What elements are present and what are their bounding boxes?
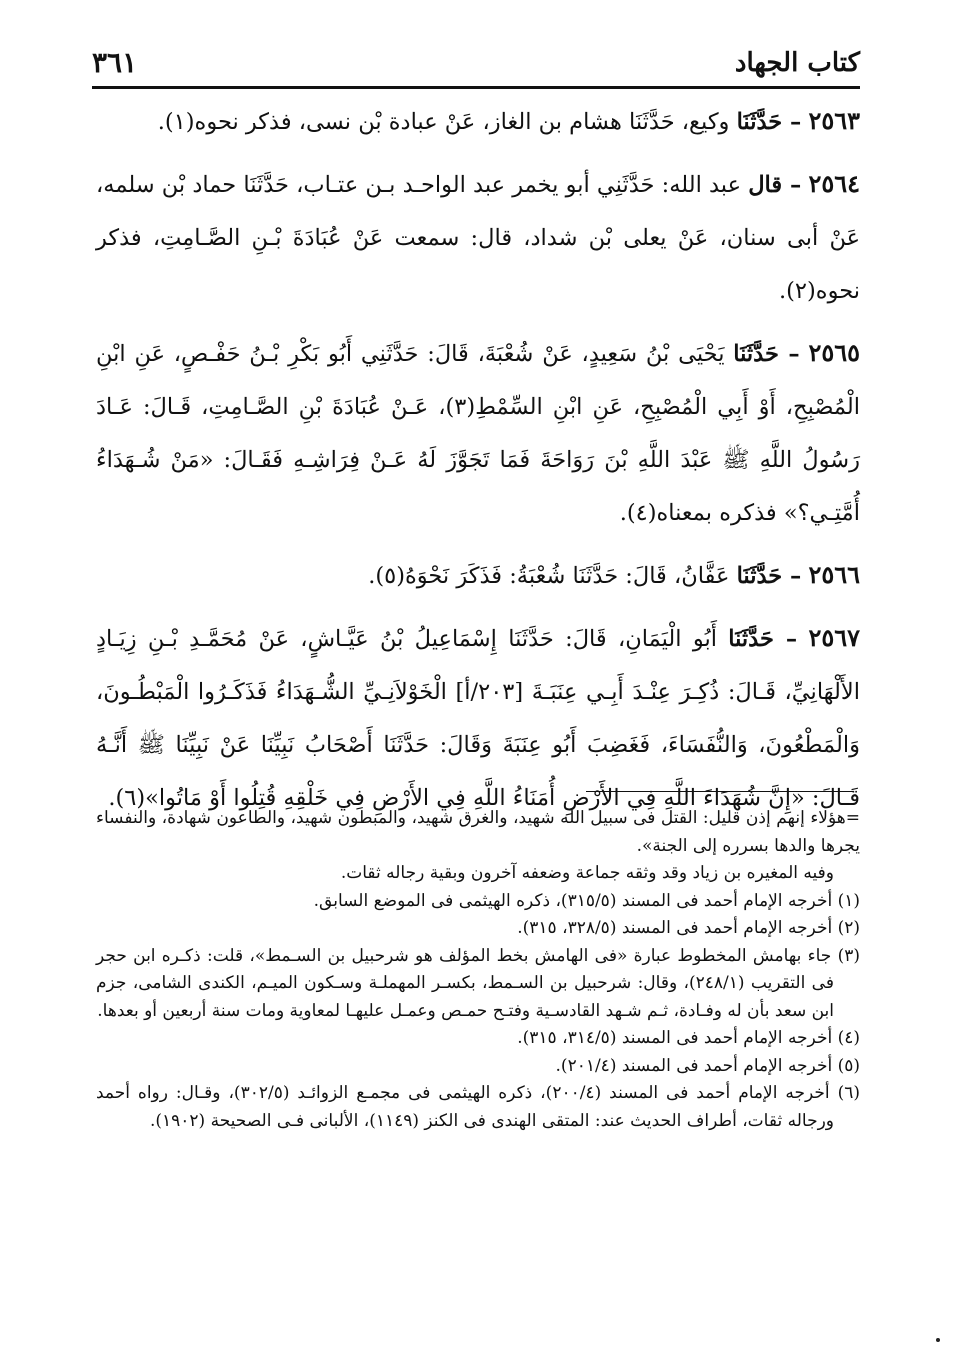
hadith-opener: – حَدَّثَنَا <box>728 626 798 652</box>
footnotes <box>96 805 860 1135</box>
hadith-2566 <box>96 548 860 603</box>
footnote-4: (٤) أخرجه الإمام أحمد فى المسند (٣١٤/٥، ٣١٥). <box>517 1028 860 1048</box>
book-title: كتاب الجهاد <box>734 48 860 78</box>
hadith-text: وكيع، حَدَّثَنَا هشام بن الغاز، عَنْ عبادة بْن نسى، فذكر نحوه(١). <box>157 109 730 135</box>
hadith-number: ٢٥٦٧ <box>808 623 860 652</box>
hadith-list <box>96 94 860 825</box>
hadith-number: ٢٥٦٦ <box>808 560 860 589</box>
footnote-3: (٣) جاء بهامش المخطوط عبارة «فى الهامش بخط المؤلف هو شرحبيل بن السـمط»، قلت: ذكـره ابن حجر فى التقريب (٢٤٨/١)، وقال: شرحبيل بن السـمط، بكسـر المهملـة وسـكون الميـم، الكندى الشامى، جزم ابن سعد بأن له وفـادة، ثـم شـهد القادسـية وفتـح حمـص وعمـل عليهـا لمعاوية ومات سنة أربعين أو بعدها. <box>96 945 860 1021</box>
footnote-5: (٥) أخرجه الإمام أحمد فى المسند (٢٠١/٤). <box>555 1055 860 1076</box>
hadith-opener: – قال <box>748 172 802 198</box>
hadith-text: يَحْيَى بْنُ سَعِيدٍ، عَنْ شُعْبَةَ، قَالَ: حَدَّثَنِي أَبُو بَكْرِ بْـنُ حَفْـصٍ، عَنِ ابْنِ الْمُصْبِحِ، أَوْ أَبِي الْمُصْبِحِ، عَنِ ابْنِ السِّمْطِ(٣)، عَـنْ عُبَادَةَ بْنِ الصَّـامِتِ، قَـالَ: عَـادَ رَسُولُ اللَّهِ ﷺ عَبْدَ اللَّهِ بْنَ رَوَاحَةَ فَمَا تَجَوَّزَ لَهُ عَـنْ فِرَاشِـهِ فَقَـالَ: «مَنْ شُـهَدَاءُ أُمَّتِـي؟» فذكره بمعناه(٤). <box>96 341 860 526</box>
footnote-6: (٦) أخرجه الإمام أحمد فى المسند (٢٠٠/٤)، ذكره الهيثمى فى مجمـع الزوائـد (٣٠٢/٥)، وقـال: رواه أحمد ورجاله ثقات، أطراف الحديث عند: المتقى الهندى فى الكنز (١١٤٩)، الألبانى فـى الصحيحة (١٩٠٢). <box>96 1083 860 1131</box>
footnote-2: (٢) أخرجه الإمام أحمد فى المسند (٣٢٨/٥، ٣١٥). <box>517 918 860 938</box>
hadith-opener: – حَدَّثَنَا <box>736 563 802 589</box>
running-header <box>92 44 860 88</box>
hadith-text: أَبُو الْيَمَانِ، قَالَ: حَدَّثَنَا إِسْمَاعِيلُ بْنُ عَيَّـاشٍ، عَنْ مُحَمَّـدِ بْـنِ زِيَـادٍ الأَلْهَانِيِّ، قَـالَ: ذُكِـرَ عِنْـدَ أَبِـي عِنَبَـةَ [٢٠٣/أ] الْخَوْلاَنِـيِّ الشُّـهَدَاءُ فَذَكَـرُوا الْمَبْطُـونَ، وَالْمَطْعُونَ، وَالنُّفَسَاءَ، فَغَضِبَ أَبُو عِنَبَةَ وَقَالَ: حَدَّثَنَا أَصْحَابُ نَبِيِّنَا عَنْ نَبِيِّنَا ﷺ أَنَّـهُ قَـالَ: «إِنَّ شُهَدَاءَ اللَّهِ فِي الأَرْضِ أُمَنَاءُ اللَّهِ فِي الأَرْضِ فِي خَلْقِهِ قُتِلُوا أَوْ مَاتُوا»(٦). <box>96 626 860 811</box>
footnote-separator <box>586 791 854 792</box>
footnote-continuation: =هؤلاء إنهم إذن قليل: القتل فى سبيل الله شهيد، والغرق شهيد، والمبطون شهيد، والطاعون شهادة، والنفساء يجرها والدها بسرره إلى الجنة». <box>96 808 860 856</box>
hadith-number: ٢٥٦٣ <box>808 106 860 135</box>
hadith-text: عَفَّانُ، قَالَ: حَدَّثَنَا شُعْبَةُ: فَذَكَرَ نَحْوَهُ(٥). <box>368 563 730 589</box>
hadith-number: ٢٥٦٤ <box>808 169 861 198</box>
hadith-2565 <box>96 326 860 540</box>
hadith-opener: – حَدَّثَنَا <box>736 109 802 135</box>
hadith-2564 <box>96 157 860 318</box>
hadith-text: عبد الله: حَدَّثَنِي أبو يخمر عبد الواحـد بـن عتـاب، حَدَّثَنَا حماد بْن سلمه، عَنْ أبى سنان، عَنْ يعلى بْن شداد، قال: سمعت عَنْ عُبَادَةَ بْـنِ الصَّـامِتِ، فذكر نحوه(٢). <box>96 172 860 304</box>
hadith-2567 <box>96 611 860 825</box>
hadith-number: ٢٥٦٥ <box>808 338 860 367</box>
footnote-1: (١) أخرجه الإمام أحمد فى المسند (٣١٥/٥)، ذكره الهيثمى فى الموضع السابق. <box>313 890 860 911</box>
scan-speck <box>936 1338 940 1342</box>
header-rule <box>92 86 860 89</box>
hadith-opener: – حَدَّثَنَا <box>733 341 800 367</box>
page-number: ٣٦١ <box>92 46 138 79</box>
hadith-2563 <box>96 94 860 149</box>
footnote-continuation-note: وفيه المغيره بن زياد وقد وثقه جماعة وضعفه آخرون وبقية رجاله ثقات. <box>340 863 834 883</box>
